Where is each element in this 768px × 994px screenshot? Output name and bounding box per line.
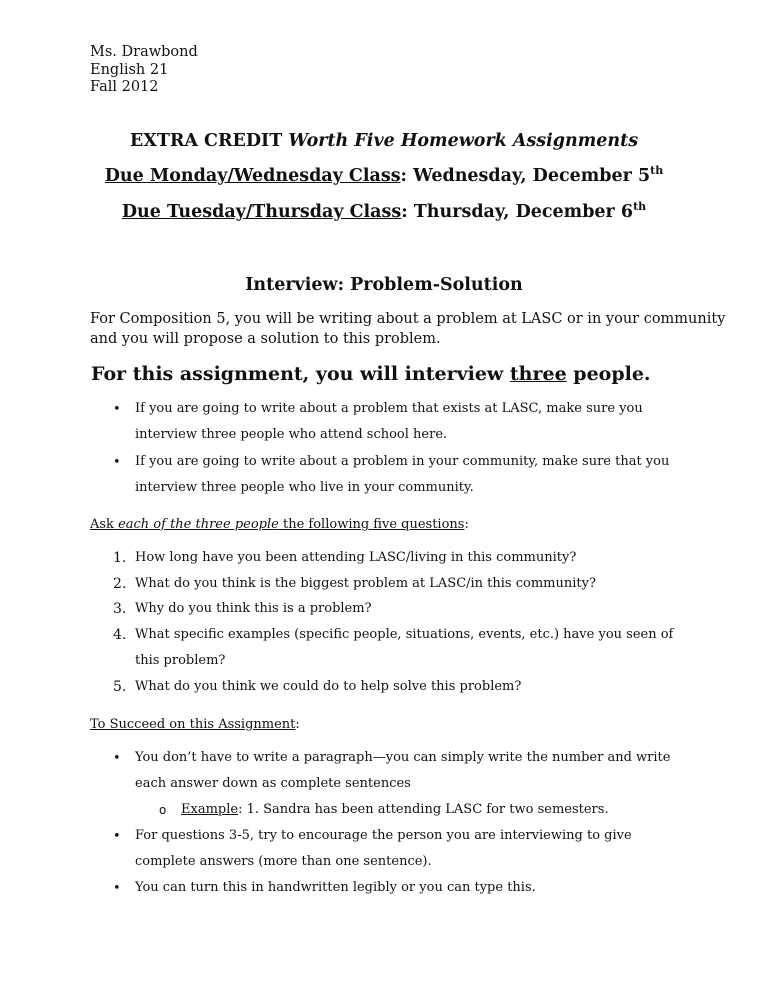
sub-bullet-marker: o <box>159 803 167 817</box>
extra-credit-title <box>0 131 768 151</box>
term: Fall 2012 <box>90 79 159 95</box>
intro-line-2: and you will propose a solution to this problem. <box>90 331 441 347</box>
question-4-line-2: this problem? <box>135 653 226 668</box>
due-date-mw <box>0 166 768 186</box>
bullet-1-line-1: If you are going to write about a problem that exists at LASC, make sure you <box>135 401 643 416</box>
question-number: 1. <box>113 550 127 566</box>
tip-2-line-1: For questions 3-5, try to encourage the person you are interviewing to give <box>135 828 632 843</box>
tip-3: You can turn this in handwritten legibly or you can type this. <box>135 880 536 895</box>
ask-part-1: Ask <box>90 517 119 532</box>
bullet-marker: • <box>113 751 121 766</box>
due-date-tt-colon: : <box>401 202 408 222</box>
question-1: How long have you been attending LASC/living in this community? <box>135 550 577 565</box>
ask-instruction <box>90 517 469 532</box>
due-date-tt-suffix: th <box>633 200 647 214</box>
section-title: Interview: Problem-Solution <box>245 275 523 295</box>
due-date-mw-label: Due Monday/Wednesday Class <box>104 166 401 186</box>
assignment-emphasis: three <box>509 363 567 385</box>
course-name: English 21 <box>90 62 169 78</box>
bullet-marker: • <box>113 455 121 470</box>
extra-credit-worth: Worth Five Homework Assignments <box>288 131 639 151</box>
due-date-mw-colon: : <box>400 166 408 186</box>
example-line <box>181 802 609 817</box>
due-date-mw-value: Wednesday, December 5 <box>407 166 651 186</box>
ask-part-3: the following five questions <box>278 517 465 532</box>
assignment-prefix: For this assignment, you will interview <box>91 363 510 385</box>
example-text: : 1. Sandra has been attending LASC for two semesters. <box>238 802 609 817</box>
bullet-marker: • <box>113 402 121 417</box>
assignment-suffix: people. <box>566 363 651 385</box>
ask-part-2: each of the three people <box>118 517 279 532</box>
bullet-marker: • <box>113 881 121 896</box>
extra-credit-label: EXTRA CREDIT <box>129 131 289 151</box>
succeed-label: To Succeed on this Assignment <box>90 717 296 732</box>
bullet-marker: • <box>113 829 121 844</box>
tip-2-line-2: complete answers (more than one sentence). <box>135 854 432 869</box>
due-date-mw-suffix: th <box>650 164 664 178</box>
question-number: 2. <box>113 576 127 592</box>
assignment-statement <box>91 363 651 385</box>
due-date-tt-label: Due Tuesday/Thursday Class <box>121 202 402 222</box>
question-number: 5. <box>113 679 127 695</box>
bullet-2-line-1: If you are going to write about a problem in your community, make sure that you <box>135 454 670 469</box>
ask-colon: : <box>464 517 469 532</box>
intro-line-1: For Composition 5, you will be writing about a problem at LASC or in your community <box>90 311 726 327</box>
example-label: Example <box>181 802 239 817</box>
question-number: 4. <box>113 627 127 643</box>
question-number: 3. <box>113 601 127 617</box>
tip-1-line-1: You don’t have to write a paragraph—you can simply write the number and write <box>135 750 671 765</box>
question-5: What do you think we could do to help solve this problem? <box>135 679 522 694</box>
teacher-name: Ms. Drawbond <box>90 44 198 60</box>
question-3: Why do you think this is a problem? <box>135 601 372 616</box>
tip-1-line-2: each answer down as complete sentences <box>135 776 411 791</box>
succeed-colon: : <box>295 717 300 732</box>
question-2: What do you think is the biggest problem at LASC/in this community? <box>135 576 596 591</box>
question-4-line-1: What specific examples (specific people, situations, events, etc.) have you seen of <box>135 627 674 642</box>
due-date-tt <box>0 202 768 222</box>
bullet-1-line-2: interview three people who attend school here. <box>135 427 448 442</box>
bullet-2-line-2: interview three people who live in your community. <box>135 480 474 495</box>
due-date-tt-value: Thursday, December 6 <box>407 202 634 222</box>
succeed-heading <box>90 717 300 732</box>
